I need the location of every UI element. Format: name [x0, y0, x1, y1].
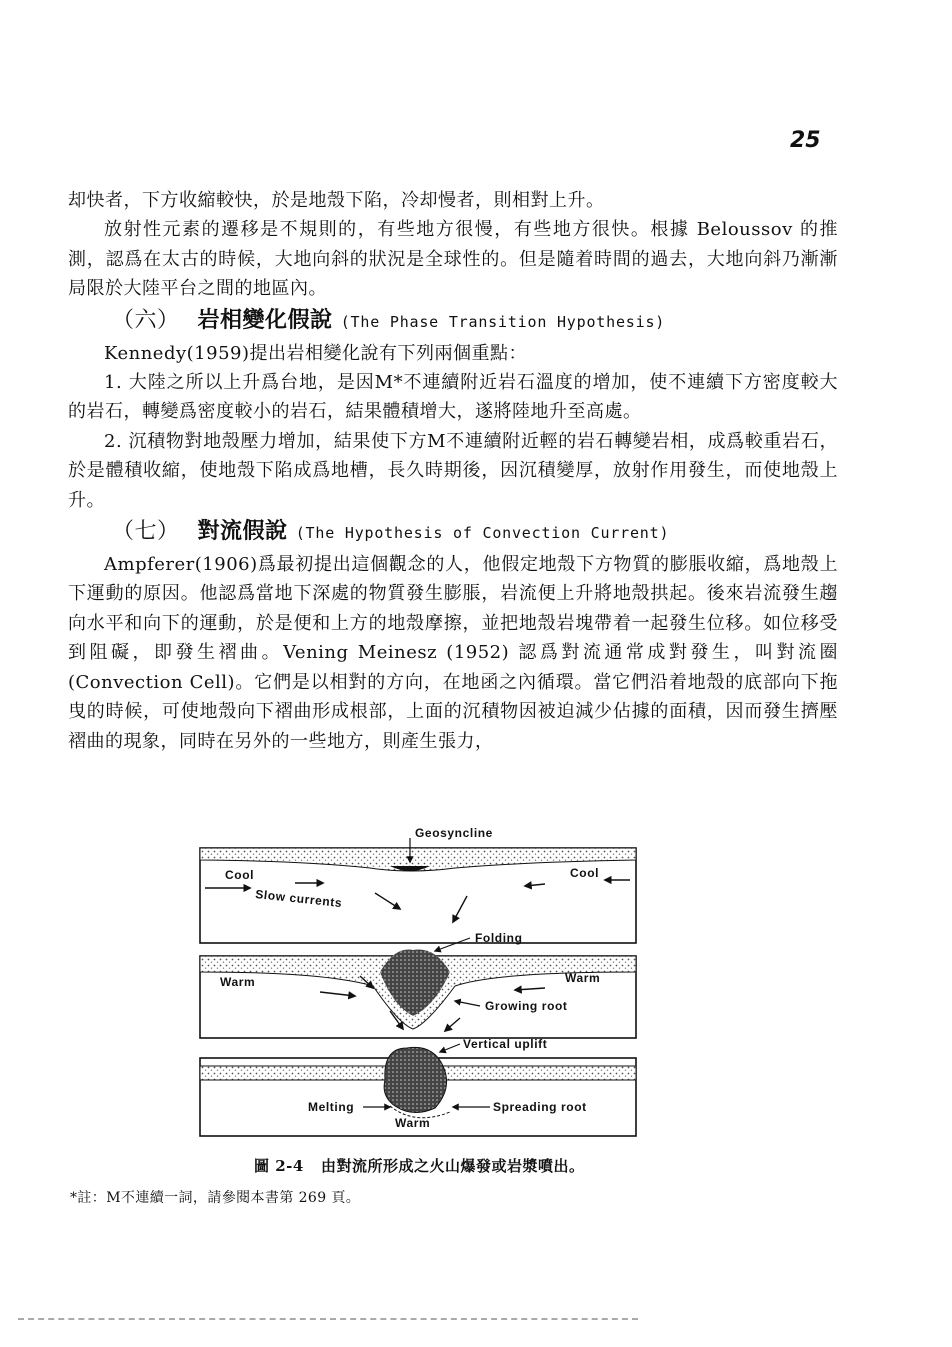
- page-number: 25: [790, 128, 821, 153]
- label-warm-bottom: Warm: [395, 1116, 431, 1130]
- figure-caption: [254, 1155, 585, 1176]
- paragraph-2: 放射性元素的遷移是不規則的，有些地方很慢，有些地方很快。根據 Beloussov 的推測，認爲在太古的時候，大地向斜的狀況是全球性的。但是隨着時間的過去，大地向斜乃漸漸局限於大陸平台之間的地區內。: [68, 219, 838, 300]
- label-geosyncline: Geosyncline: [415, 826, 493, 840]
- section-6-english-title: (The Phase Transition Hypothesis): [340, 312, 666, 331]
- footnote: *註：M不連續一詞，請參閱本書第 269 頁。: [70, 1190, 361, 1206]
- label-vertical-uplift: Vertical uplift: [463, 1037, 548, 1051]
- paragraph-3: Kennedy(1959)提出岩相變化說有下列兩個重點：: [104, 342, 527, 364]
- label-warm-right: Warm: [565, 971, 601, 985]
- section-heading-6: [68, 304, 838, 339]
- panel-folding: [200, 931, 636, 1038]
- label-cool-right: Cool: [570, 866, 600, 880]
- caption-text: 由對流所形成之火山爆發或岩漿噴出。: [321, 1157, 585, 1175]
- label-cool-left: Cool: [225, 868, 255, 882]
- section-7-number: （七）: [112, 519, 180, 545]
- body-text: [68, 186, 838, 756]
- section-7-title: 對流假說: [197, 518, 288, 545]
- bottom-rule: [18, 1318, 638, 1323]
- convection-diagram: [195, 826, 645, 1144]
- paragraph-1: 却快者，下方收縮較快，於是地殼下陷，冷却慢者，則相對上升。: [68, 190, 605, 211]
- label-slow-currents: Slow currents: [254, 887, 343, 911]
- convection-figure: [195, 826, 645, 1144]
- paragraph-4: 1. 大陸之所以上升爲台地，是因M*不連續附近岩石溫度的增加，使不連續下方密度較大的岩石，轉變爲密度較小的岩石，結果體積增大，遂將陸地升至高處。: [68, 372, 838, 423]
- label-warm-left: Warm: [220, 975, 256, 989]
- section-heading-7: [68, 515, 838, 550]
- label-melting: Melting: [308, 1100, 355, 1114]
- panel-uplift: [200, 1037, 636, 1136]
- caption-number: 2-4: [275, 1157, 304, 1175]
- label-spreading-root: Spreading root: [493, 1100, 587, 1114]
- section-6-number: （六）: [112, 307, 180, 333]
- section-6-title: 岩相變化假說: [197, 306, 333, 333]
- caption-prefix: 圖: [254, 1157, 270, 1175]
- panel-geosyncline: [200, 826, 636, 943]
- label-folding: Folding: [475, 931, 523, 945]
- paragraph-6: Ampferer(1906)爲最初提出這個觀念的人，他假定地殼下方物質的膨脹收縮，爲地殼上下運動的原因。他認爲當地下深處的物質發生膨脹，岩流便上升將地殼拱起。後來岩流發生趨向水平和向下的運動，於是便和上方的地殼摩擦，並把地殼岩塊帶着一起發生位移。如位移受到阻礙，即發生褶曲。Vening Meinesz (1952) 認爲對流通常成對發生，叫對流圈 (Convection Cell)。它們是以相對的方向，在地函之內循環。當它們沿着地殼的底部向下拖曳的時候，可使地殼向下褶曲形成根部，上面的沉積物因被迫減少佔據的面積，因而發生擠壓褶曲的現象，同時在另外的一些地方，則產生張力，: [68, 554, 838, 752]
- section-7-english-title: (The Hypothesis of Convection Current): [295, 524, 670, 543]
- paragraph-5: 2. 沉積物對地殼壓力增加，結果使下方M不連續附近輕的岩石轉變岩相，成爲較重岩石，於是體積收縮，使地殼下陷成爲地槽，長久時期後，因沉積變厚，放射作用發生，而使地殼上升。: [68, 430, 838, 511]
- label-growing-root: Growing root: [485, 999, 568, 1013]
